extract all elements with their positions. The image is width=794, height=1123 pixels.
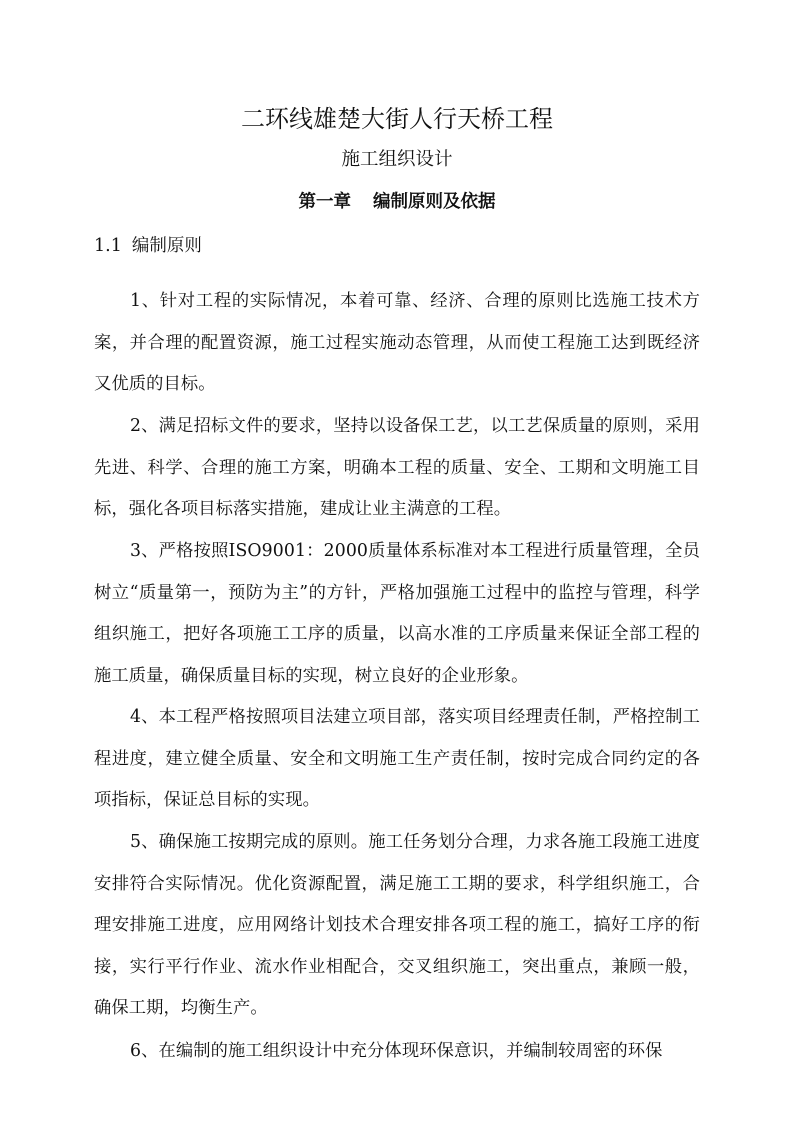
section-number: 1.1 bbox=[94, 236, 122, 256]
chapter-number: 第一章 bbox=[298, 192, 351, 212]
document-title: 二环线雄楚大街人行天桥工程 bbox=[241, 105, 553, 133]
section-heading bbox=[94, 234, 202, 258]
paragraph-5: 5、确保施工按期完成的原则。施工任务划分合理，力求各施工段施工进度安排符合实际情况。优化资源配置，满足施工工期的要求，科学组织施工，合理安排施工进度，应用网络计划技术合理安排各项工程的施工，搞好工序的衔接，实行平行作业、流水作业相配合，交叉组织施工，突出重点，兼顾一般，确保工期，均衡生产。 bbox=[94, 832, 700, 1019]
chapter-title: 编制原则及依据 bbox=[373, 192, 496, 212]
chapter-heading bbox=[0, 190, 794, 214]
paragraph-2: 2、满足招标文件的要求，坚持以设备保工艺，以工艺保质量的原则，采用先进、科学、合理的施工方案，明确本工程的质量、安全、工期和文明施工目标，强化各项目标落实措施，建成让业主满意的工程。 bbox=[94, 416, 700, 520]
paragraph-3: 3、严格按照ISO9001：2000质量体系标准对本工程进行质量管理，全员树立“质量第一，预防为主”的方针，严格加强施工过程中的监控与管理，科学组织施工，把好各项施工工序的质量，以高水准的工序质量来保证全部工程的施工质量，确保质量目标的实现，树立良好的企业形象。 bbox=[94, 541, 700, 686]
section-title: 编制原则 bbox=[131, 236, 202, 256]
paragraph-1: 1、针对工程的实际情况，本着可靠、经济、合理的原则比选施工技术方案，并合理的配置资源，施工过程实施动态管理，从而使工程施工达到既经济又优质的目标。 bbox=[94, 291, 700, 395]
paragraph-4: 4、本工程严格按照项目法建立项目部，落实项目经理责任制，严格控制工程进度，建立健全质量、安全和文明施工生产责任制，按时完成合同约定的各项指标，保证总目标的实现。 bbox=[94, 707, 700, 811]
document-subtitle: 施工组织设计 bbox=[341, 149, 453, 170]
paragraph-6: 6、在编制的施工组织设计中充分体现环保意识，并编制较周密的环保 bbox=[130, 1041, 663, 1062]
